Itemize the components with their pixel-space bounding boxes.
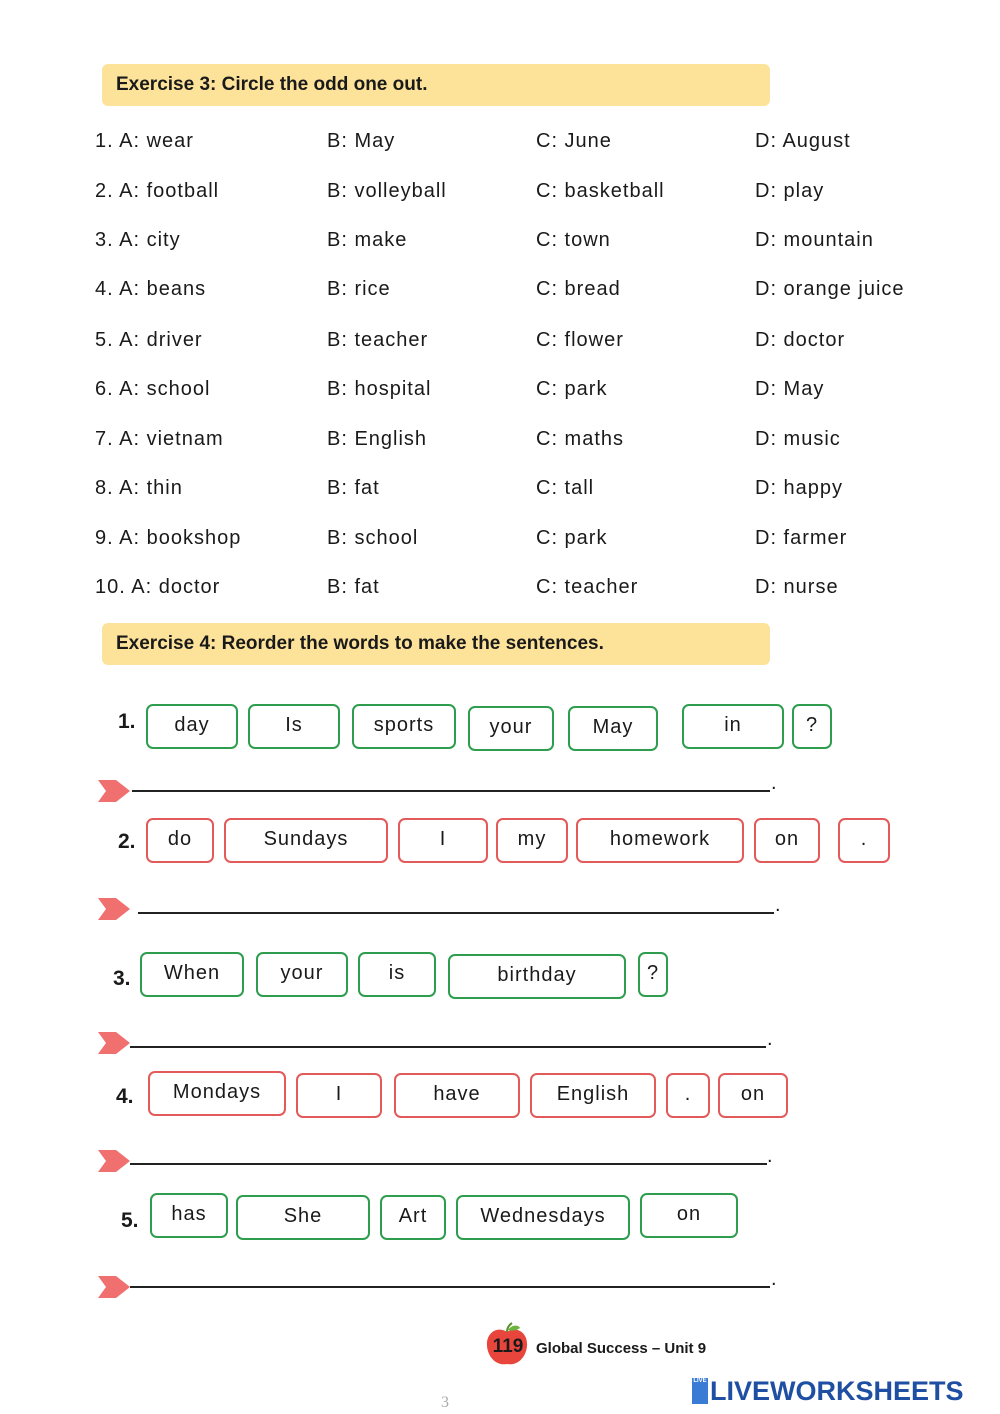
question-row [0, 428, 1000, 458]
option-b[interactable]: B: teacher [327, 329, 429, 351]
option-b[interactable]: B: hospital [327, 378, 432, 400]
word-tile[interactable]: on [754, 818, 820, 863]
word-tile[interactable]: Sundays [224, 818, 388, 863]
option-c[interactable]: C: park [536, 527, 608, 549]
sheet-number: 3 [441, 1394, 449, 1411]
answer-line[interactable] [130, 1046, 766, 1048]
option-c[interactable]: C: basketball [536, 180, 665, 202]
option-b[interactable]: B: school [327, 527, 419, 549]
item-number: 3. [113, 967, 131, 990]
word-tile[interactable]: birthday [448, 954, 626, 999]
option-b[interactable]: B: volleyball [327, 180, 447, 202]
option-b[interactable]: B: rice [327, 278, 391, 300]
word-tile[interactable]: your [468, 706, 554, 751]
arrow-icon [98, 778, 130, 804]
word-tile[interactable]: your [256, 952, 348, 997]
word-tile[interactable]: is [358, 952, 436, 997]
option-b[interactable]: B: May [327, 130, 396, 152]
option-c[interactable]: C: town [536, 229, 611, 251]
answer-line[interactable] [138, 912, 774, 914]
item-number: 1. [118, 710, 136, 733]
word-tile[interactable]: She [236, 1195, 370, 1240]
line-end-period: . [775, 894, 781, 916]
option-c[interactable]: C: maths [536, 428, 625, 450]
logo-badge: LIVE [692, 1378, 708, 1404]
option-a[interactable]: 1. A: wear [95, 130, 194, 152]
arrow-icon [98, 1148, 130, 1174]
option-d[interactable]: D: doctor [755, 329, 846, 351]
word-tile[interactable]: sports [352, 704, 456, 749]
option-c[interactable]: C: flower [536, 329, 624, 351]
option-a[interactable]: 9. A: bookshop [95, 527, 242, 549]
word-tile[interactable]: . [838, 818, 890, 863]
question-row [0, 130, 1000, 160]
option-d[interactable]: D: August [755, 130, 851, 152]
word-tile[interactable]: do [146, 818, 214, 863]
option-d[interactable]: D: orange juice [755, 278, 905, 300]
option-b[interactable]: B: make [327, 229, 408, 251]
option-a[interactable]: 10. A: doctor [95, 576, 221, 598]
word-tile[interactable]: May [568, 706, 658, 751]
option-d[interactable]: D: farmer [755, 527, 848, 549]
arrow-icon [98, 896, 130, 922]
question-row [0, 527, 1000, 557]
logo-text: LIVEWORKSHEETS [710, 1376, 964, 1406]
item-number: 2. [118, 830, 136, 853]
item-number: 4. [116, 1085, 134, 1108]
exercise-3-header: Exercise 3: Circle the odd one out. [102, 64, 770, 106]
option-a[interactable]: 2. A: football [95, 180, 220, 202]
option-a[interactable]: 7. A: vietnam [95, 428, 224, 450]
line-end-period: . [767, 1145, 773, 1167]
word-tile[interactable]: homework [576, 818, 744, 863]
word-tile[interactable]: has [150, 1193, 228, 1238]
line-end-period: . [771, 772, 777, 794]
option-d[interactable]: D: happy [755, 477, 844, 499]
word-tile[interactable]: on [640, 1193, 738, 1238]
arrow-icon [98, 1274, 130, 1300]
option-a[interactable]: 4. A: beans [95, 278, 207, 300]
option-c[interactable]: C: tall [536, 477, 595, 499]
page-number: 119 [492, 1336, 524, 1357]
option-a[interactable]: 8. A: thin [95, 477, 183, 499]
answer-line[interactable] [130, 1163, 767, 1165]
option-b[interactable]: B: fat [327, 477, 380, 499]
word-tile[interactable]: Art [380, 1195, 446, 1240]
option-d[interactable]: D: play [755, 180, 825, 202]
exercise-4-header: Exercise 4: Reorder the words to make the sentences. [102, 623, 770, 665]
question-row [0, 477, 1000, 507]
word-tile[interactable]: my [496, 818, 568, 863]
word-tile[interactable]: When [140, 952, 244, 997]
question-row [0, 329, 1000, 359]
word-tile[interactable]: ? [638, 952, 668, 997]
option-d[interactable]: D: nurse [755, 576, 839, 598]
word-tile[interactable]: in [682, 704, 784, 749]
question-row [0, 229, 1000, 259]
option-c[interactable]: C: park [536, 378, 608, 400]
unit-label: Global Success – Unit 9 [536, 1340, 707, 1357]
option-b[interactable]: B: English [327, 428, 428, 450]
word-tile[interactable]: Mondays [148, 1071, 286, 1116]
question-row [0, 378, 1000, 408]
option-a[interactable]: 5. A: driver [95, 329, 203, 351]
answer-line[interactable] [130, 1286, 770, 1288]
liveworksheets-logo [692, 1376, 992, 1406]
option-d[interactable]: D: May [755, 378, 825, 400]
word-tile[interactable]: day [146, 704, 238, 749]
word-tile[interactable]: English [530, 1073, 656, 1118]
option-b[interactable]: B: fat [327, 576, 380, 598]
option-d[interactable]: D: music [755, 428, 841, 450]
question-row [0, 278, 1000, 308]
option-c[interactable]: C: June [536, 130, 612, 152]
word-tile[interactable]: have [394, 1073, 520, 1118]
question-row [0, 180, 1000, 210]
line-end-period: . [771, 1268, 777, 1290]
word-tile[interactable]: . [666, 1073, 710, 1118]
option-d[interactable]: D: mountain [755, 229, 874, 251]
word-tile[interactable]: I [398, 818, 488, 863]
option-c[interactable]: C: bread [536, 278, 621, 300]
word-tile[interactable]: ? [792, 704, 832, 749]
item-number: 5. [121, 1209, 139, 1232]
arrow-icon [98, 1030, 130, 1056]
word-tile[interactable]: Is [248, 704, 340, 749]
word-tile[interactable]: Wednesdays [456, 1195, 630, 1240]
option-a[interactable]: 6. A: school [95, 378, 211, 400]
word-tile[interactable]: I [296, 1073, 382, 1118]
word-tile[interactable]: on [718, 1073, 788, 1118]
option-a[interactable]: 3. A: city [95, 229, 181, 251]
line-end-period: . [767, 1028, 773, 1050]
question-row [0, 576, 1000, 606]
answer-line[interactable] [132, 790, 770, 792]
option-c[interactable]: C: teacher [536, 576, 639, 598]
page-footer [484, 1322, 744, 1368]
